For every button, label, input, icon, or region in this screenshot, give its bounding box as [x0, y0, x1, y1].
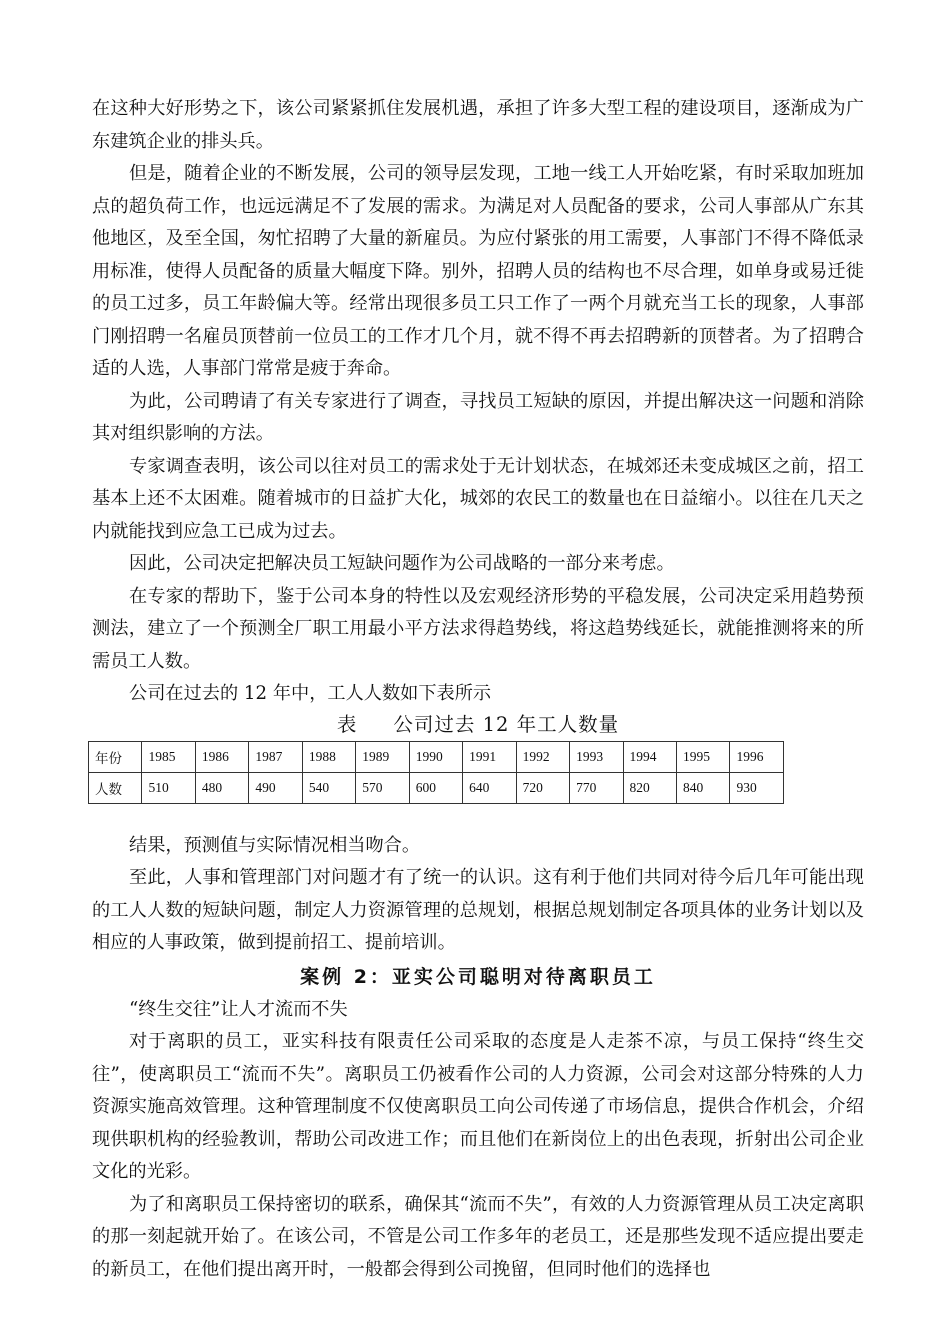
worker-count-table — [88, 741, 784, 804]
paragraph: 结果，预测值与实际情况相当吻合。 — [129, 834, 421, 856]
count-cell: 770 — [570, 772, 623, 803]
count-cell: 820 — [623, 772, 676, 803]
count-cell: 480 — [195, 772, 248, 803]
year-cell: 1986 — [195, 741, 248, 772]
count-cell: 510 — [142, 772, 195, 803]
paragraph: 在这种大好形势之下，该公司紧紧抓住发展机遇，承担了许多大型工程的建设项目，逐渐成为广东建筑企业的排头兵。 — [92, 98, 864, 152]
year-cell: 1994 — [623, 741, 676, 772]
paragraph: 专家调查表明，该公司以往对员工的需求处于无计划状态，在城郊还未变成城区之前，招工基本上还不太困难。随着城市的日益扩大化，城郊的农民工的数量也在日益缩小。以往在几天之内就能找到应急工已成为过去。 — [92, 455, 864, 542]
paragraph: 在专家的帮助下，鉴于公司本身的特性以及宏观经济形势的平稳发展，公司决定采用趋势预测法，建立了一个预测全厂职工用最小平方法求得趋势线，将这趋势线延长，就能推测将来的所需员工人数。 — [92, 585, 864, 672]
paragraph: 因此，公司决定把解决员工短缺问题作为公司战略的一部分来考虑。 — [129, 553, 675, 574]
paragraph: 为了和离职员工保持密切的联系，确保其“流而不失”，有效的人力资源管理从员工决定离职的那一刻起就开始了。在该公司，不管是公司工作多年的老员工，还是那些发现不适应提出要走的新员工，在他们提出离开时，一般都会得到公司挽留，但同时他们的选择也 — [92, 1193, 864, 1280]
paragraph: 公司在过去的 12 年中，工人人数如下表所示 — [129, 683, 492, 704]
table-row-counts — [89, 772, 784, 803]
paragraph: 对于离职的员工，亚实科技有限责任公司采取的态度是人走茶不凉，与员工保持“终生交往”，使离职员工“流而不失”。离职员工仍被看作公司的人力资源，公司会对这部分特殊的人力资源实施高效管理。这种管理制度不仅使离职员工向公司传递了市场信息，提供合作机会，介绍现供职机构的经验教训，帮助公司改进工作；而且他们在新岗位上的出色表现，折射出公司企业文化的光彩。 — [92, 1031, 864, 1182]
body-text-mid — [92, 830, 864, 960]
year-cell: 1996 — [730, 741, 784, 772]
paragraph: 但是，随着企业的不断发展，公司的领导层发现，工地一线工人开始吃紧，有时采取加班加点的超负荷工作，也远远满足不了发展的需求。为满足对人员配备的要求，公司人事部从广东其他地区，及至全国，匆忙招聘了大量的新雇员。为应付紧张的用工需要，人事部门不得不降低录用标准，使得人员配备的质量大幅度下降。别外，招聘人员的结构也不尽合理，如单身或易迁徙的员工过多，员工年龄偏大等。经常出现很多员工只工作了一两个月就充当工长的现象，人事部门刚招聘一名雇员顶替前一位员工的工作才几个月，就不得不再去招聘新的顶替者。为了招聘合适的人选，人事部门常常是疲于奔命。 — [92, 163, 864, 379]
year-cell: 1992 — [516, 741, 569, 772]
year-cell: 1989 — [356, 741, 409, 772]
body-text-bottom — [92, 994, 864, 1287]
year-cell: 1988 — [302, 741, 355, 772]
year-cell: 1990 — [409, 741, 462, 772]
year-cell: 1985 — [142, 741, 195, 772]
year-cell: 1991 — [463, 741, 516, 772]
count-cell: 930 — [730, 772, 784, 803]
count-cell: 840 — [676, 772, 729, 803]
count-cell: 540 — [302, 772, 355, 803]
count-cell: 720 — [516, 772, 569, 803]
count-cell: 570 — [356, 772, 409, 803]
paragraph: “终生交往”让人才流而不失 — [129, 998, 348, 1020]
body-text-top — [92, 93, 864, 711]
count-cell: 490 — [249, 772, 302, 803]
count-cell: 600 — [409, 772, 462, 803]
year-cell: 1987 — [249, 741, 302, 772]
row-label-year: 年份 — [89, 741, 142, 772]
year-cell: 1993 — [570, 741, 623, 772]
paragraph: 为此，公司聘请了有关专家进行了调查，寻找员工短缺的原因，并提出解决这一问题和消除其对组织影响的方法。 — [92, 390, 864, 444]
case-heading: 案例 2：亚实公司聪明对待离职员工 — [300, 965, 656, 988]
table-row-years — [89, 741, 784, 772]
count-cell: 640 — [463, 772, 516, 803]
row-label-count: 人数 — [89, 772, 142, 803]
paragraph: 至此，人事和管理部门对问题才有了统一的认识。这有利于他们共同对待今后几年可能出现的工人人数的短缺问题，制定人力资源管理的总规划，根据总规划制定各项具体的业务计划以及相应的人事政策，做到提前招工、提前培训。 — [92, 867, 864, 953]
table-caption-prefix: 表 — [336, 712, 358, 736]
year-cell: 1995 — [676, 741, 729, 772]
table-caption-title: 公司过去 12 年工人数量 — [393, 712, 620, 736]
document-page — [92, 93, 864, 1286]
table-caption — [92, 711, 864, 739]
